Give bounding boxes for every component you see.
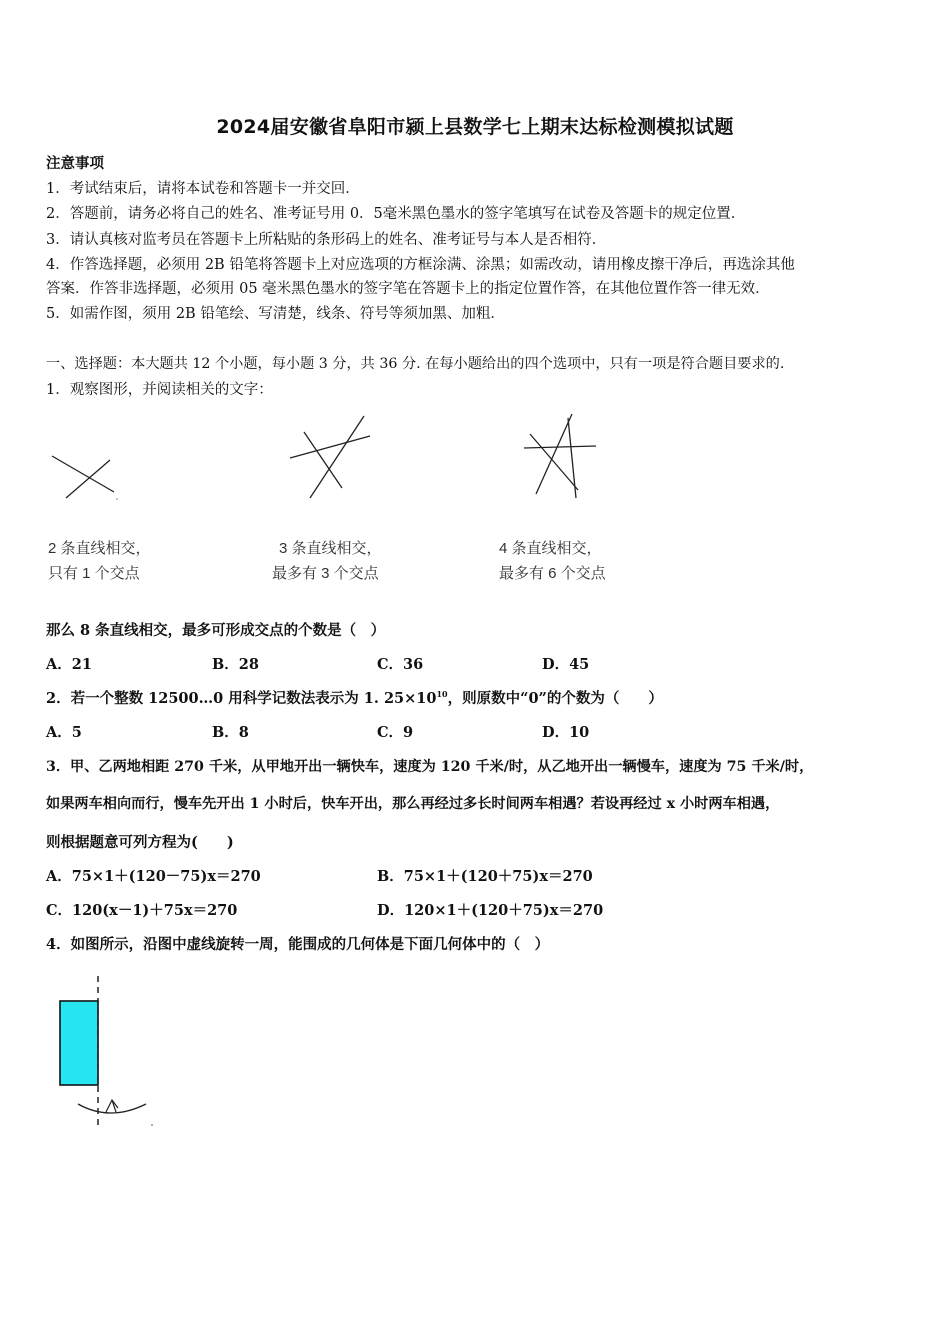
q3-option-c: C．120(x－1)＋75x＝270 — [46, 902, 238, 919]
q4-stem: 4．如图所示，沿图中虚线旋转一周，能围成的几何体是下面几何体中的（ ） — [46, 936, 550, 953]
q3-option-d: D．120×1＋(120＋75)x＝270 — [377, 902, 604, 919]
dot-mark — [116, 498, 118, 500]
notice-item: 4．作答选择题，必须用 2B 铅笔将答题卡上对应选项的方框涂满、涂黑；如需改动，请用橡皮擦干净后，再选涂其他 — [46, 257, 795, 273]
line-segment — [290, 436, 370, 458]
q1-option-a: A．21 — [46, 656, 92, 673]
arrow-icon — [106, 1100, 118, 1112]
q2-option-b: B．8 — [212, 724, 249, 741]
q3-option-a: A．75×1＋(120－75)x＝270 — [46, 868, 261, 885]
figure-caption: 4 条直线相交， — [499, 540, 602, 557]
line-segment — [310, 416, 364, 498]
rotation-arc — [78, 1104, 146, 1113]
line-segment — [52, 456, 114, 492]
figure-caption: 3 条直线相交， — [279, 540, 382, 557]
q2-option-d: D．10 — [542, 724, 590, 741]
section-heading: 一、选择题：本大题共 12 个小题，每小题 3 分，共 36 分. 在每小题给出的四个选项中，只有一项是符合题目要求的. — [46, 356, 785, 372]
q1-option-d: D．45 — [542, 656, 590, 673]
rectangle-shape — [60, 1001, 98, 1085]
line-segment — [536, 414, 572, 494]
notice-item: 1．考试结束后，请将本试卷和答题卡一并交回． — [46, 181, 360, 197]
q1-stem: 1．观察图形，并阅读相关的文字： — [46, 382, 273, 398]
notice-heading: 注意事项 — [46, 155, 104, 172]
figure-caption: 最多有 3 个交点 — [272, 565, 379, 582]
rotation-figure — [50, 972, 160, 1132]
notice-item: 2．答题前，请务必将自己的姓名、准考证号用 0．5毫米黑色墨水的签字笔填写在试卷及答题卡的规定位置． — [46, 206, 746, 222]
figure-caption: 只有 1 个交点 — [48, 565, 140, 582]
q3-option-b: B．75×1＋(120＋75)x＝270 — [377, 868, 593, 885]
dot-mark — [151, 1124, 153, 1126]
q1-option-b: B．28 — [212, 656, 259, 673]
figure-three-lines — [286, 412, 376, 504]
q2-option-c: C．9 — [377, 724, 414, 741]
line-segment — [524, 446, 596, 448]
figure-two-lines — [48, 450, 128, 505]
line-segment — [66, 460, 110, 498]
q2-stem-after: ，则原数中“0”的个数为（ ） — [447, 690, 663, 707]
notice-item: 3．请认真核对监考员在答题卡上所粘贴的条形码上的姓名、准考证号与本人是否相符． — [46, 232, 607, 248]
figure-caption: 最多有 6 个交点 — [499, 565, 606, 582]
q3-line: 如果两车相向而行，慢车先开出 1 小时后，快车开出，那么再经过多长时间两车相遇？若设再经过 x 小时两车相遇， — [46, 796, 780, 812]
q2-stem-before: 2．若一个整数 12500…0 用科学记数法表示为 1. 25×10 — [46, 690, 437, 707]
notice-item: 答案．作答非选择题，必须用 05 毫米黑色墨水的签字笔在答题卡上的指定位置作答，在其他位置作答一律无效． — [46, 281, 770, 297]
figure-four-lines — [520, 410, 602, 502]
q3-line: 3．甲、乙两地相距 270 千米，从甲地开出一辆快车，速度为 120 千米/时，从乙地开出一辆慢车，速度为 75 千米/时， — [46, 759, 814, 775]
line-segment — [304, 432, 342, 488]
q1-question: 那么 8 条直线相交，最多可形成交点的个数是（ ） — [46, 622, 386, 639]
q1-option-c: C．36 — [377, 656, 424, 673]
q2-stem — [46, 687, 663, 708]
page-title: 2024届安徽省阜阳市颍上县数学七上期末达标检测模拟试题 — [216, 116, 734, 138]
figure-caption: 2 条直线相交， — [48, 540, 151, 557]
q2-option-a: A．5 — [46, 724, 82, 741]
notice-item: 5．如需作图，须用 2B 铅笔绘、写清楚，线条、符号等须加黑、加粗． — [46, 306, 505, 322]
q2-exponent: 10 — [436, 689, 448, 700]
q3-line: 则根据题意可列方程为( ) — [46, 834, 234, 851]
